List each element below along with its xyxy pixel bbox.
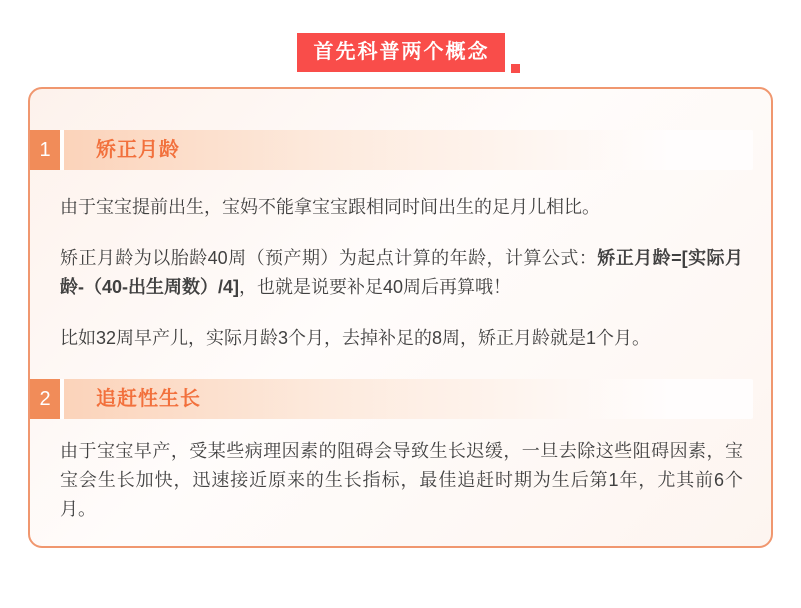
banner-corner-square-decoration [511, 64, 520, 73]
section-2-paragraph-1: 由于宝宝早产，受某些病理因素的阻碍会导致生长迟缓，一旦去除这些阻碍因素，宝宝会生长加快，迅速接近原来的生长指标，最佳追赶时期为生后第1年，尤其前6个月。 [60, 441, 743, 519]
section-1-paragraph-3: 比如32周早产儿，实际月龄3个月，去掉补足的8周，矫正月龄就是1个月。 [60, 328, 651, 348]
section-2-number-badge: 2 [30, 379, 60, 419]
section-2-body [30, 419, 771, 524]
section-1-header [30, 130, 753, 170]
section-1-paragraph-1: 由于宝宝提前出生，宝妈不能拿宝宝跟相同时间出生的足月儿相比。 [60, 197, 600, 217]
formula-intro-text: 矫正月龄为以胎龄40周（预产期）为起点计算的年龄，计算公式： [60, 248, 598, 268]
section-2-header [30, 379, 753, 419]
section-2-title: 追赶性生长 [96, 388, 201, 410]
page-title: 首先科普两个概念 [313, 41, 490, 63]
formula-note-text: ，也就是说要补足40周后再算哦！ [239, 277, 512, 297]
page-title-banner [297, 33, 505, 72]
section-1-title: 矫正月龄 [96, 139, 180, 161]
section-1-number-badge: 1 [30, 130, 60, 170]
section-2-title-strip [64, 379, 753, 419]
banner-row [0, 33, 801, 72]
section-1-paragraph-2 [60, 244, 743, 302]
section-1-title-strip [64, 130, 753, 170]
content-card [28, 87, 773, 548]
correction-formula: 矫正月龄=[实际月龄-（40-出生周数）/4] [60, 248, 743, 297]
section-1-body [30, 170, 771, 353]
